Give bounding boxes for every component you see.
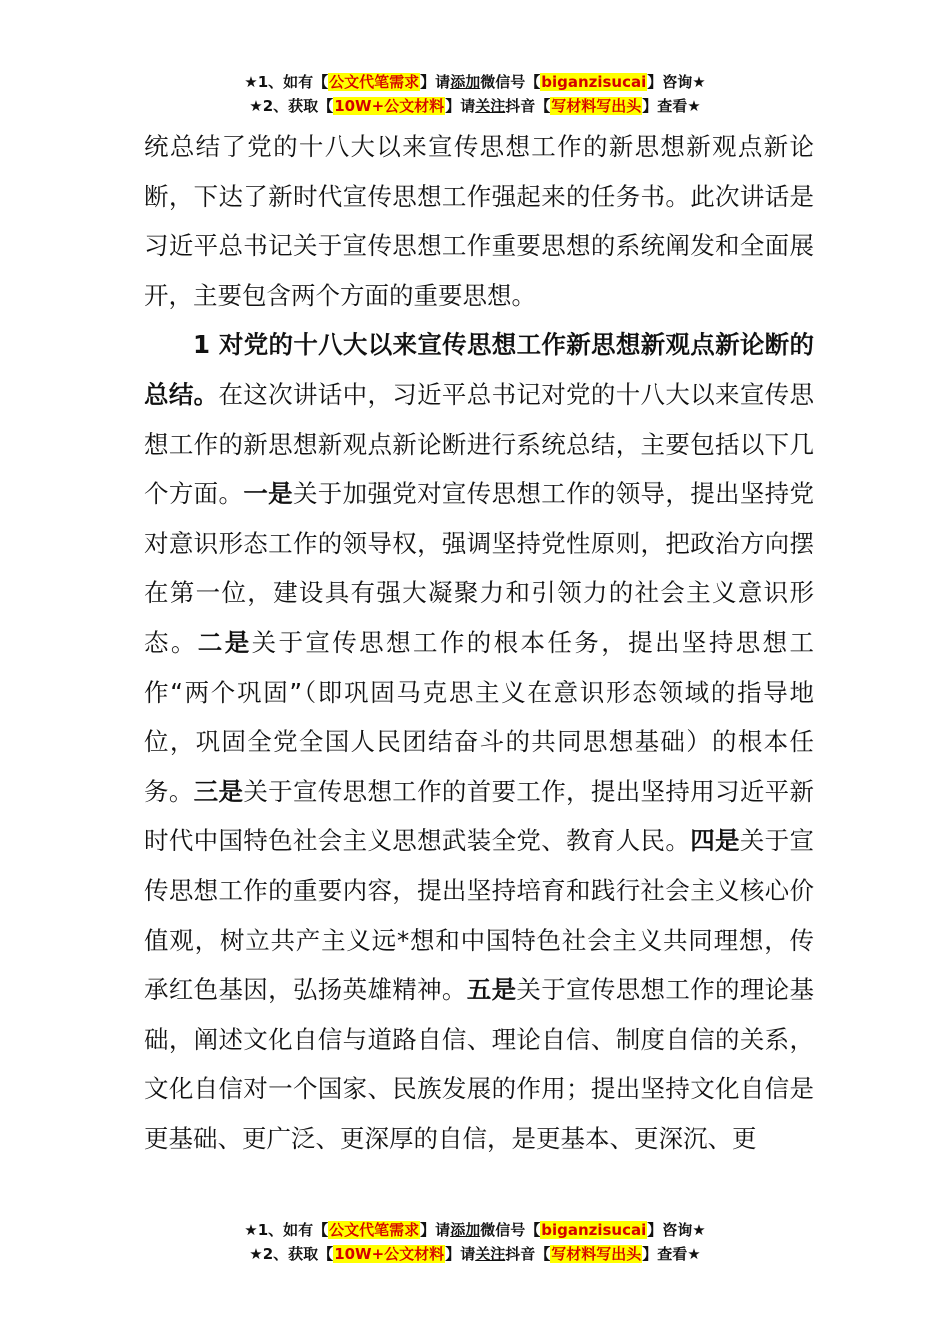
banner-text: ★1、如有【 — [244, 1221, 329, 1239]
point-keyword: 一是 — [243, 479, 293, 509]
paragraph-text: 关于宣传思想工作的首要工作，提出坚持用习近平新时代中国特色社会主义思想武装全党、教育人民。 — [144, 776, 815, 856]
banner-text: 】咨询★ — [647, 73, 706, 91]
point-keyword: 四是 — [690, 826, 740, 856]
banner-highlight: biganzisucai — [541, 1221, 647, 1239]
banner-underline: 关注 — [475, 97, 506, 115]
banner-underline: 关注 — [475, 1245, 506, 1263]
banner-text: 】查看★ — [642, 97, 701, 115]
banner-line-1 — [0, 70, 950, 94]
point-keyword: 三是 — [193, 776, 244, 806]
banner-text: ★2、获取【 — [249, 1245, 334, 1263]
point-keyword: 二是 — [197, 627, 252, 657]
banner-text: 】查看★ — [642, 1245, 701, 1263]
section-heading: 1 对党的十八大以来宣传思想工作新思想新观点新论断的总结。 — [144, 330, 814, 409]
banner-text: ★2、获取【 — [249, 97, 334, 115]
banner-highlight: 10W+公文材料 — [334, 1245, 445, 1263]
banner-text: 】请 — [420, 73, 451, 91]
banner-text: ★1、如有【 — [244, 73, 329, 91]
banner-text: 抖音【 — [505, 1245, 551, 1263]
banner-highlight: 写材料写出头 — [551, 1245, 642, 1263]
banner-highlight: 10W+公文材料 — [334, 97, 445, 115]
paragraph-1: 统总结了党的十八大以来宣传思想工作的新思想新观点新论断，下达了新时代宣传思想工作强起来的任务书。此次讲话是习近平总书记关于宣传思想工作重要思想的系统阐发和全面展开，主要包含两个方面的重要思想。 — [144, 132, 814, 310]
paragraph-text: 在这次讲话中，习近平总书记对党的十八大以来宣传思想工作的新思想新观点新论断进行系统总结，主要包括以下几个方面。 — [144, 379, 815, 509]
banner-line-2 — [0, 1242, 950, 1266]
banner-highlight: 写材料写出头 — [551, 97, 642, 115]
banner-highlight: 公文代笔需求 — [329, 73, 420, 91]
banner-text: 】请 — [420, 1221, 451, 1239]
paragraph-text: 关于加强党对宣传思想工作的领导，提出坚持党对意识形态工作的领导权，强调坚持党性原则，把政治方向摆在第一位，建设具有强大凝聚力和引领力的社会主义意识形态。 — [144, 479, 815, 657]
paragraph-text: 关于宣传思想工作的重要内容，提出坚持培育和践行社会主义核心价值观，树立共产主义远*想和中国特色社会主义共同理想，传承红色基因，弘扬英雄精神。 — [144, 826, 815, 1005]
banner-highlight: 公文代笔需求 — [329, 1221, 420, 1239]
header-banner — [0, 70, 950, 118]
banner-underline: 添加 — [450, 73, 481, 91]
banner-text: 抖音【 — [505, 97, 551, 115]
paragraph-2 — [144, 320, 814, 1163]
point-keyword: 五是 — [466, 975, 517, 1005]
paragraph-text: 关于宣传思想工作的根本任务，提出坚持思想工作“两个巩固”（即巩固马克思主义在意识形态领域的指导地位，巩固全党全国人民团结奋斗的共同思想基础）的根本任务。 — [144, 627, 815, 806]
banner-text: 】咨询★ — [647, 1221, 706, 1239]
banner-text: 】请 — [445, 97, 476, 115]
banner-highlight: biganzisucai — [541, 73, 647, 91]
footer-banner — [0, 1218, 950, 1266]
banner-underline: 添加 — [450, 1221, 481, 1239]
paragraph-text: 关于宣传思想工作的理论基础，阐述文化自信与道路自信、理论自信、制度自信的关系，文化自信对一个国家、民族发展的作用；提出坚持文化自信是更基础、更广泛、更深厚的自信，是更基本、更深沉、更 — [144, 975, 815, 1153]
banner-line-1 — [0, 1218, 950, 1242]
banner-text: 微信号【 — [480, 73, 541, 91]
banner-text: 】请 — [445, 1245, 476, 1263]
banner-line-2 — [0, 94, 950, 118]
banner-text: 微信号【 — [480, 1221, 541, 1239]
document-body — [144, 122, 814, 1163]
